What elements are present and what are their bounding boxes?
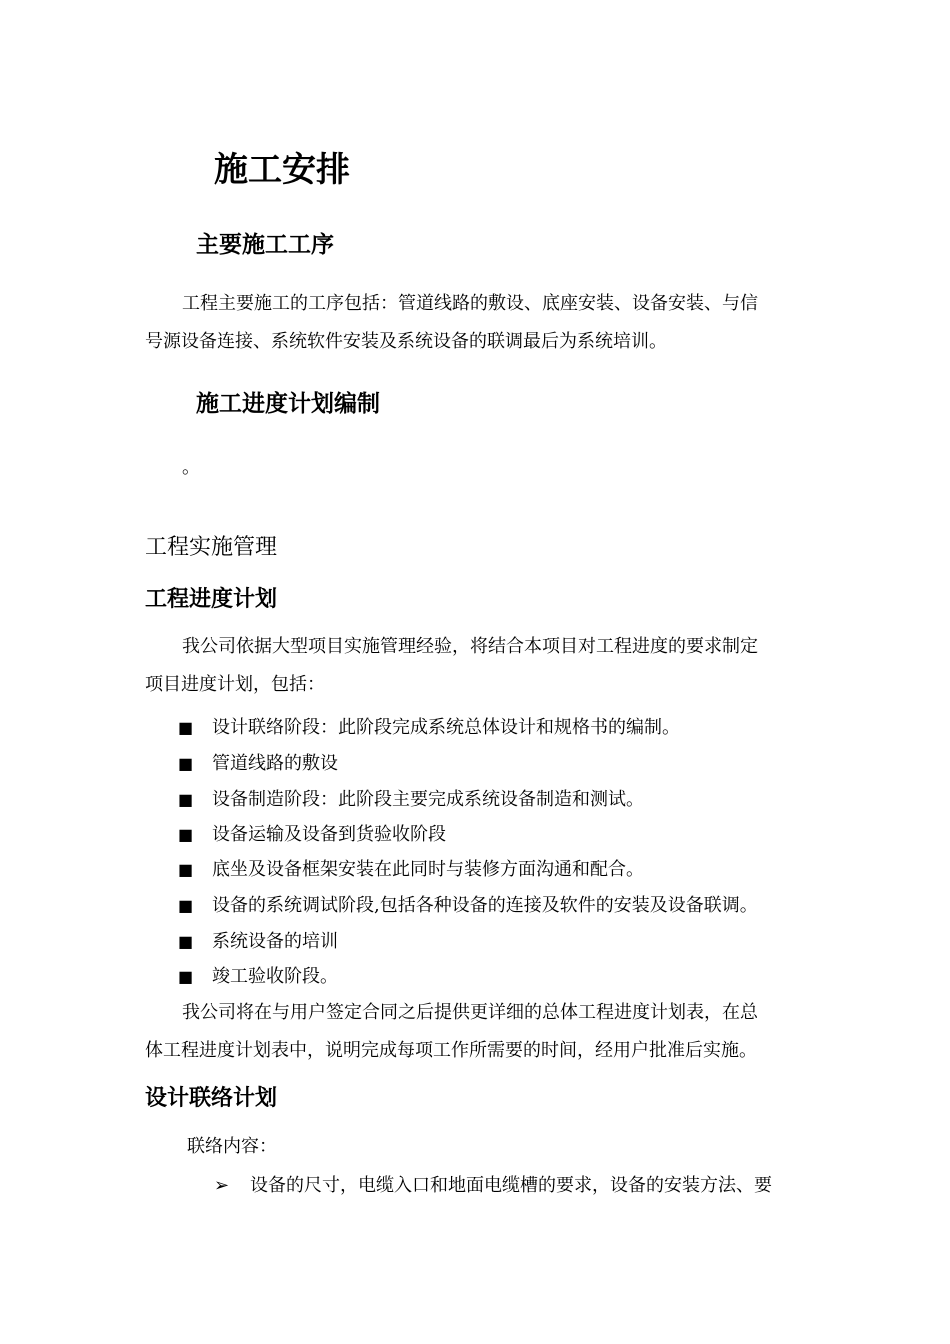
list-item-text: 系统设备的培训 (212, 931, 338, 952)
liaison-label: 联络内容： (187, 1136, 277, 1157)
list-item-text: 设备制造阶段：此阶段主要完成系统设备制造和测试。 (212, 789, 644, 810)
list-item-text: 设计联络阶段：此阶段完成系统总体设计和规格书的编制。 (212, 717, 680, 738)
list-item-text: 竣工验收阶段。 (212, 966, 338, 987)
section-heading-main-process: 主要施工工序 (196, 232, 334, 258)
paragraph-line: 项目进度计划，包括： (145, 674, 325, 695)
list-item-text: 设备的系统调试阶段,包括各种设备的连接及软件的安装及设备联调。 (212, 895, 758, 916)
square-bullet-icon: ■ (178, 718, 194, 737)
list-item-text: 设备运输及设备到货验收阶段 (212, 824, 446, 845)
arrow-bullet-icon: ➢ (214, 1175, 230, 1196)
subsection-heading-design-liaison: 设计联络计划 (145, 1086, 278, 1111)
list-item (178, 962, 338, 988)
list-item-text: 设备的尺寸，电缆入口和地面电缆槽的要求，设备的安装方法、要 (250, 1175, 772, 1196)
section-heading-implementation: 工程实施管理 (145, 535, 278, 560)
subsection-heading-progress-plan: 工程进度计划 (145, 587, 278, 612)
list-item-text: 管道线路的敷设 (212, 753, 338, 774)
square-bullet-icon: ■ (178, 790, 194, 809)
paragraph-line: 我公司依据大型项目实施管理经验，将结合本项目对工程进度的要求制定 (182, 636, 758, 657)
section-heading-schedule-plan: 施工进度计划编制 (196, 391, 380, 417)
square-bullet-icon: ■ (178, 754, 194, 773)
square-bullet-icon: ■ (178, 860, 194, 879)
list-item-text: 底坐及设备框架安装在此同时与装修方面沟通和配合。 (212, 859, 644, 880)
list-item (178, 820, 446, 846)
document-title: 施工安排 (214, 150, 350, 190)
list-item (178, 927, 338, 953)
square-bullet-icon: ■ (178, 896, 194, 915)
arrow-list-item (214, 1171, 772, 1197)
square-bullet-icon: ■ (178, 825, 194, 844)
paragraph-line: 工程主要施工的工序包括：管道线路的敷设、底座安装、设备安装、与信 (182, 293, 758, 314)
square-bullet-icon: ■ (178, 932, 194, 951)
paragraph-line: 号源设备连接、系统软件安装及系统设备的联调最后为系统培训。 (145, 331, 667, 352)
list-item (178, 855, 644, 881)
paragraph-line: 。 (182, 457, 200, 478)
list-item (178, 749, 338, 775)
paragraph-line: 我公司将在与用户签定合同之后提供更详细的总体工程进度计划表，在总 (182, 1002, 758, 1023)
list-item (178, 785, 644, 811)
square-bullet-icon: ■ (178, 967, 194, 986)
paragraph-line: 体工程进度计划表中，说明完成每项工作所需要的时间，经用户批准后实施。 (145, 1040, 757, 1061)
list-item (178, 891, 758, 917)
list-item (178, 713, 680, 739)
